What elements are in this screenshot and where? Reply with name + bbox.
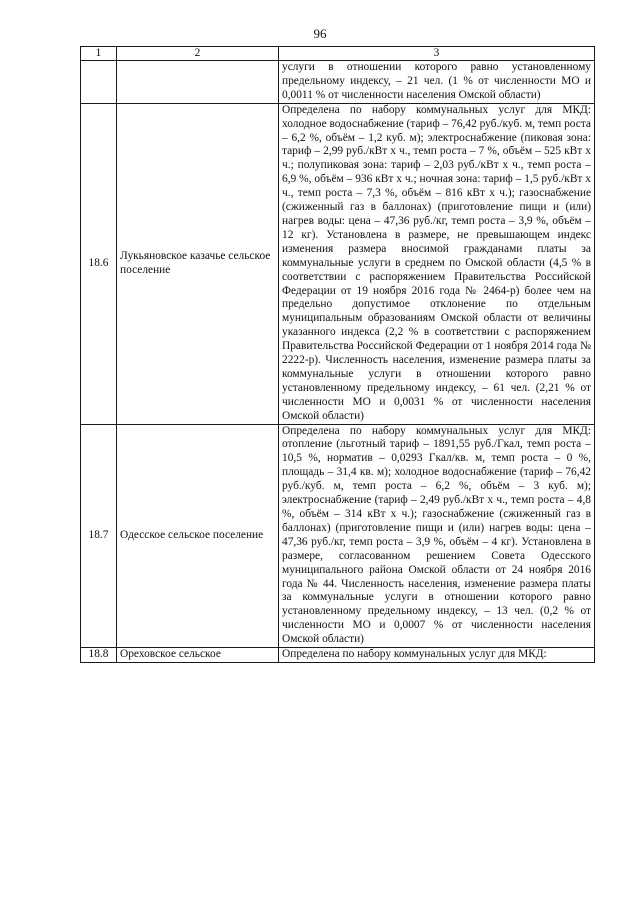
row-number: 18.7 — [81, 424, 117, 648]
column-header-1: 1 — [81, 47, 117, 61]
table-row — [81, 424, 595, 648]
data-table — [80, 46, 595, 663]
row-description-text: Определена по набору коммунальных услуг для МКД: холодное водоснабжение (тариф – 76,42 руб./куб. м, темп роста – 6,2 %, объём – 1,2 куб. м); электроснабжение (пиковая зона: тариф – 2,99 руб./кВт х ч., темп роста – 7 %, объём – 525 кВт х ч.; полупиковая зона: тариф – 2,03 руб./кВт х ч., темп роста – 6,9 %, объём – 936 кВт х ч.; ночная зона: тариф – 1,5 руб./кВт х ч., темп роста – 7,3 %, объём – 816 кВт х ч.); газоснабжение (сжиженный газ в баллонах) (приготовление пищи и (или) нагрев воды: цена – 47,36 руб./кг, темп роста – 3,9 %, объём – 12 кг). Установлена в размере, не превышающем индекс изменения размера вносимой гражданами платы за коммунальные услуги в среднем по Омской области (4,5 % в соответствии с распоряжением Правительства Российской Федерации от 19 ноября 2016 года № 2464-р) более чем на предельно допустимое отклонение по отдельным муниципальным образованиям Омской области от величины указанного индекса (2,2 % в соответствии с распоряжением Правительства Российской Федерации от 1 ноября 2014 года № 2222-р). Численность населения, изменение размера платы за коммунальные услуги в отношении которого равно установленному предельному индексу, – 61 чел. (2,21 % от численности МО и 0,0031 % от численности населения Омской области) — [282, 103, 591, 422]
row-number — [81, 61, 117, 104]
page-number: 96 — [313, 26, 327, 41]
row-description-text: Определена по набору коммунальных услуг для МКД: — [282, 648, 547, 661]
row-description — [279, 61, 595, 104]
table-row — [81, 61, 595, 104]
row-description — [279, 103, 595, 424]
row-number: 18.6 — [81, 103, 117, 424]
row-description-text: услуги в отношении которого равно установленному предельному индексу, – 21 чел. (1 % от численности МО и 0,0011 % от численности населения Омской области) — [282, 61, 591, 101]
table-row — [81, 648, 595, 663]
table-row — [81, 103, 595, 424]
column-header-3: 3 — [279, 47, 595, 61]
row-number: 18.8 — [81, 648, 117, 663]
row-description-text: Определена по набору коммунальных услуг для МКД: отопление (льготный тариф – 1891,55 руб./Гкал, темп роста – 10,5 %, норматив – 0,0293 Гкал/кв. м, темп роста – 0 %, площадь – 31,4 кв. м); холодное водоснабжение (тариф – 76,42 руб./куб. м, темп роста – 6,2 %, объём – 3 куб. м); электроснабжение (тариф – 2,49 руб./кВт х ч., темп роста – 4,8 %, объём – 314 кВт х ч.); газоснабжение (сжиженный газ в баллонах) (приготовление пищи и (или) нагрев воды: цена – 47,36 руб./кг, темп роста – 3,9 %, объём – 4 кг). Установлена в размере, согласованном решением Совета Одесского муниципального района Омской области от 24 ноября 2016 года № 44. Численность населения, изменение размера платы за коммунальные услуги в отношении которого равно установленному предельному индексу, – 13 чел. (0,2 % от численности МО и 0,0007 % от численности населения Омской области) — [282, 424, 591, 646]
settlement-name: Ореховское сельское — [117, 648, 279, 663]
table-header-row — [81, 47, 595, 61]
column-header-2: 2 — [117, 47, 279, 61]
row-description — [279, 648, 595, 663]
settlement-name — [117, 61, 279, 104]
settlement-name: Одесское сельское поселение — [117, 424, 279, 648]
settlement-name: Лукьяновское казачье сельское поселение — [117, 103, 279, 424]
row-description — [279, 424, 595, 648]
